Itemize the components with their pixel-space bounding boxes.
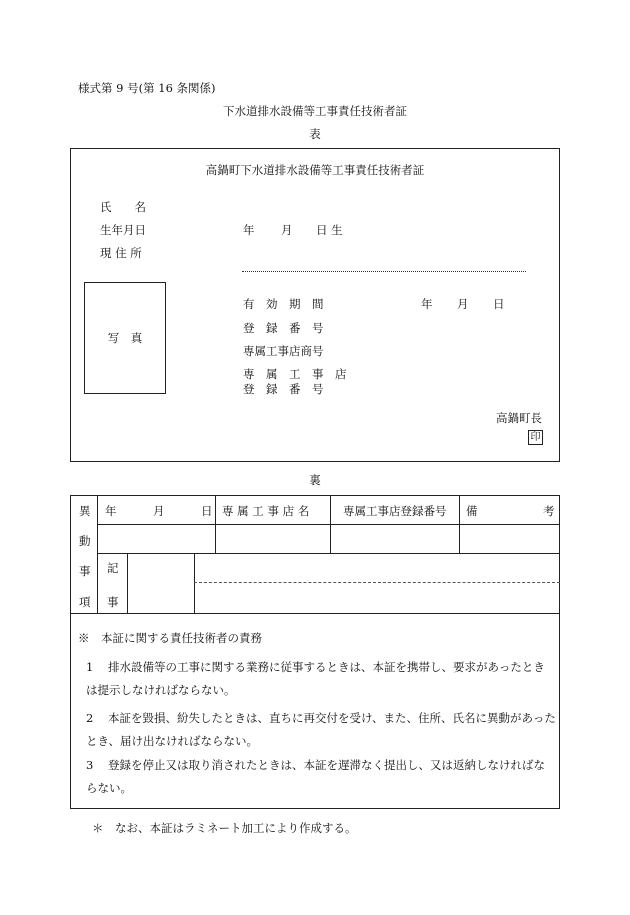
header-shop-name: 専 属 工 事 店 名 [222,504,310,518]
duty-item [86,707,556,753]
issuer: 高鍋町長 [496,411,542,425]
validity-label: 有 効 期 間 [243,297,324,311]
form-number: 様式第 9 号(第 16 条関係) [78,81,216,95]
address-label: 現 住 所 [100,246,142,260]
duties-heading: ※ 本証に関する責任技術者の責務 [78,631,262,645]
change-label-char: 項 [79,595,91,609]
dashed-line [194,582,560,583]
change-label-char: 動 [79,534,91,548]
grid-line [97,495,98,613]
shop-reg-label-line1: 専 属 工 事 店 [243,367,347,381]
grid-line [127,553,128,613]
front-side-label: 表 [309,127,321,141]
change-label-char: 事 [79,564,91,578]
header-month: 月 [153,504,165,518]
note-label-char: 事 [107,595,119,609]
birth-day: 日 生 [316,223,343,237]
grid-line [194,553,195,613]
name-label: 氏 名 [100,200,146,214]
valid-month: 月 [457,297,469,311]
duty-item [86,754,556,800]
duty-number: 2 [86,711,94,725]
seal-stamp: 印 [528,430,543,445]
duty-number: 3 [86,758,94,772]
duty-text: 本証を毀損、紛失したときは、直ちに再交付を受け、また、住所、氏名に異動があったとき、届け出なければならない。 [86,711,556,748]
photo-label: 写 真 [107,331,143,345]
header-shop-reg: 専属工事店登録番号 [343,504,447,518]
address-dotted-line [242,271,526,272]
document-title: 下水道排水設備等工事責任技術者証 [223,104,407,118]
header-note-char: 考 [543,504,555,518]
registration-number-label: 登 録 番 号 [243,321,324,335]
duty-item [86,656,556,702]
shop-name-label: 専属工事店商号 [243,344,324,358]
shop-reg-label-line2: 登 録 番 号 [243,382,324,396]
card-title: 高鍋町下水道排水設備等工事責任技術者証 [205,163,425,177]
change-label-char: 異 [79,504,91,518]
grid-line [70,613,560,614]
back-side-label: 裏 [309,473,321,487]
birthdate-label: 生年月日 [100,223,146,237]
grid-line [97,553,560,554]
valid-day: 日 [493,297,505,311]
header-year: 年 [105,504,117,518]
duty-text: 排水設備等の工事に関する業務に従事するときは、本証を携帯し、要求があったときは提示しなければならない。 [86,660,545,697]
birth-month: 月 [281,223,293,237]
footnote: ＊ なお、本証はラミネート加工により作成する。 [92,821,357,835]
valid-year: 年 [421,297,433,311]
grid-line [97,524,560,525]
duty-text: 登録を停止又は取り消されたときは、本証を遅滞なく提出し、又は返納しなければならない。 [86,758,545,795]
birth-year: 年 [243,223,255,237]
header-day: 日 [201,504,213,518]
duty-number: 1 [86,660,94,674]
note-label-char: 記 [107,561,119,575]
header-note-char: 備 [466,504,478,518]
